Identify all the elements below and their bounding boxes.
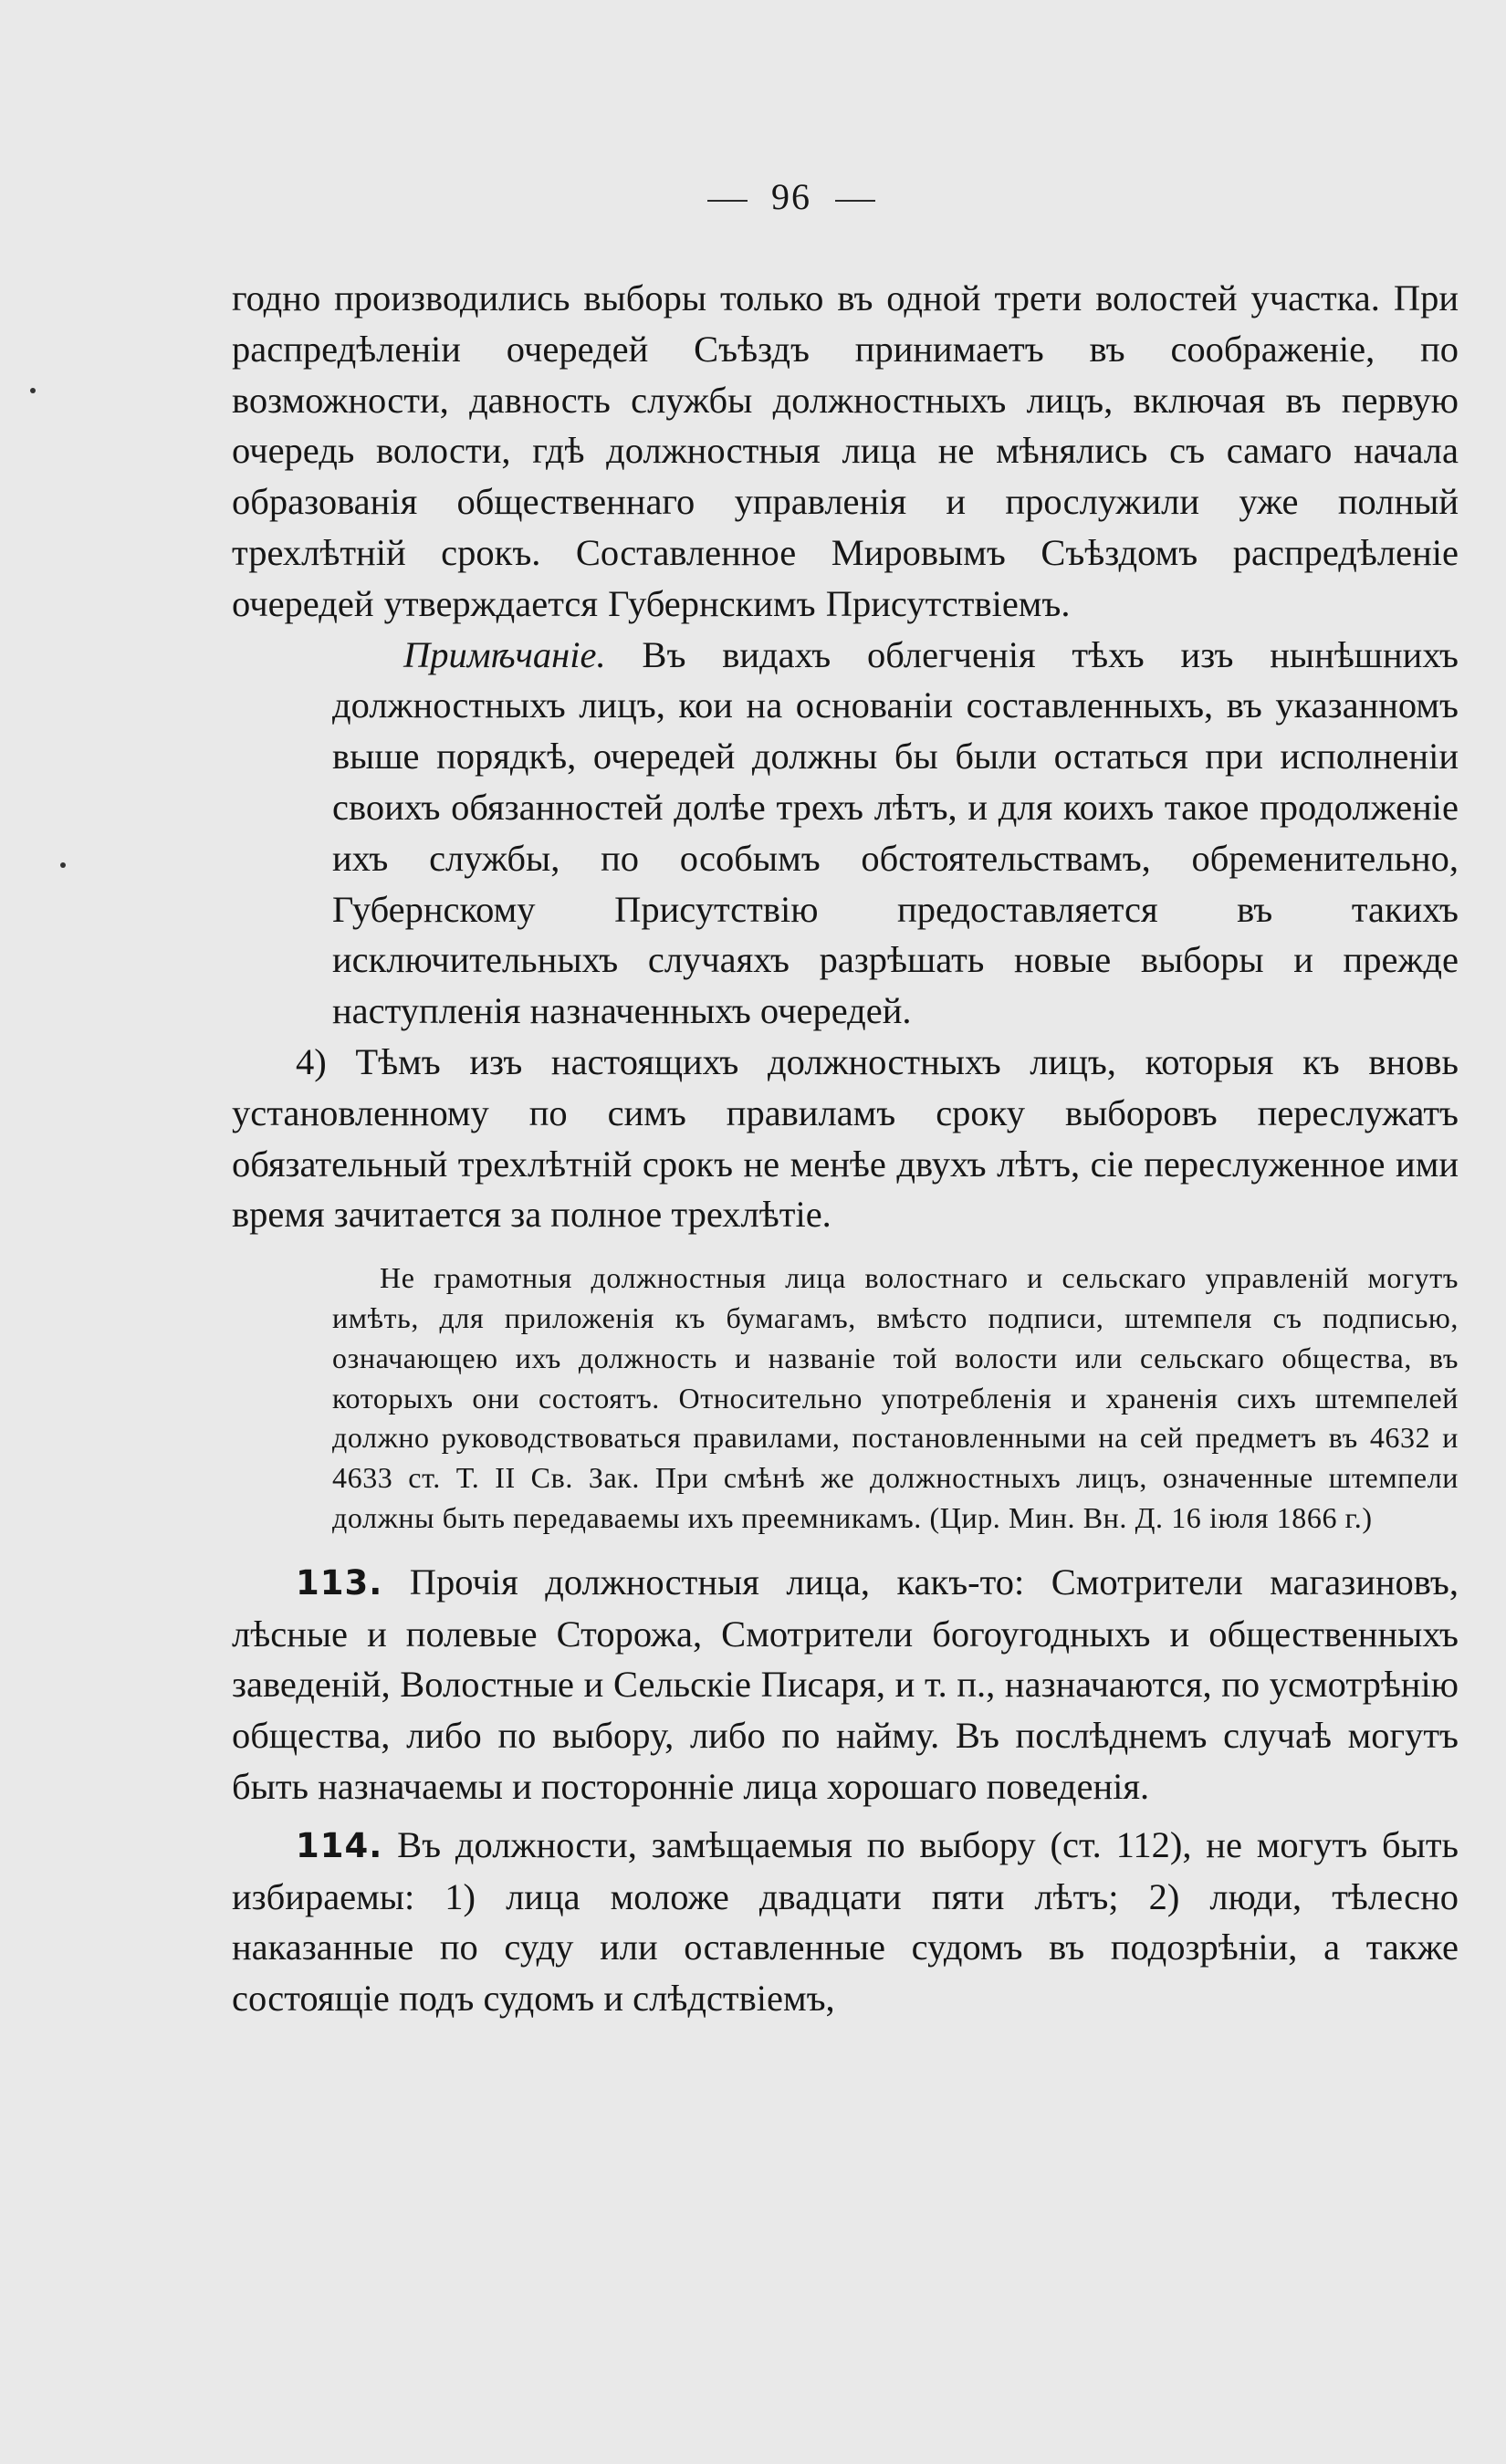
page-number: 96 [771, 176, 811, 217]
footnote-paragraph: Не грамотныя должностныя лица волостнаго и сельскаго управленій могутъ имѣть, для приложенія къ бумагамъ, вмѣсто подписи, штемпеля съ подписью, означающею ихъ должность и названіе той волости или сельскаго общества, въ которыхъ они состоятъ. Относительно употребленія и храненія сихъ штемпелей должно руководствоваться правилами, постановленными на сей предметъ въ 4632 и 4633 ст. Т. II Св. Зак. При смѣнѣ же должностныхъ лицъ, означенные штемпели должны быть передаваемы ихъ преемникамъ. (Цир. Мин. Вн. Д. 16 іюля 1866 г.) [332, 1261, 1459, 1534]
scan-speck [30, 388, 36, 393]
header-dash-right [835, 200, 875, 202]
scan-speck [60, 862, 66, 868]
page-header [124, 175, 1459, 218]
article-114 [232, 1820, 1459, 2024]
item-4-paragraph: 4) Тѣмъ изъ настоящихъ должностныхъ лицъ, которыя къ вновь установленному по симъ правиламъ сроку выборовъ переслужатъ обязательный трехлѣтній срокъ не менѣе двухъ лѣтъ, сіе переслуженное ими время зачитается за полное трехлѣтіе. [232, 1040, 1459, 1236]
article-114-text: Въ должности, замѣщаемыя по выбору (ст. 112), не могутъ быть избираемы: 1) лица моложе двадцати пяти лѣтъ; 2) люди, тѣлесно наказанные по суду или оставленные судомъ въ подозрѣніи, а также состоящіе подъ судомъ и слѣдствіемъ, [232, 1823, 1459, 2020]
paragraph-continuation: годно производились выборы только въ одной трети волостей участка. При распредѣленіи очередей Съѣздъ принимаетъ въ соображеніе, по возможности, давность службы должностныхъ лицъ, включая въ первую очередь волости, гдѣ должностныя лица не мѣнялись съ самаго начала образованія общественнаго управленія и прослужили уже полный трехлѣтній срокъ. Составленное Мировымъ Съѣздомъ распредѣленіе очередей утверждается Губернскимъ Присутствіемъ. [232, 277, 1459, 624]
header-dash-left [707, 200, 748, 202]
article-113-text: Прочія должностныя лица, какъ-то: Смотрители магазиновъ, лѣсные и полевые Сторожа, Смотрители богоугодныхъ и общественныхъ заведеній, Волостные и Сельскіе Писаря, и т. п., назначаются, по усмотрѣнію общества, либо по выбору, либо по найму. Въ послѣднемъ случаѣ могутъ быть назначаемы и посторонніе лица хорошаго поведенія. [232, 1561, 1459, 1807]
note-paragraph [232, 630, 1459, 1037]
note-text: Въ видахъ облегченія тѣхъ изъ нынѣшнихъ должностныхъ лицъ, кои на основаніи составленныхъ, въ указанномъ выше порядкѣ, очередей должны бы были остаться при исполненіи своихъ обязанностей долѣе трехъ лѣтъ, и для коихъ такое продолженіе ихъ службы, по особымъ обстоятельствамъ, обременительно, Губернскому Присутствію предоставляется въ такихъ исключительныхъ случаяхъ разрѣшать новые выборы и прежде наступленія назначенныхъ очередей. [332, 633, 1459, 1032]
article-114-number: 114. [296, 1825, 383, 1865]
article-113-number: 113. [296, 1562, 383, 1603]
note-label: Примѣчаніе. [403, 633, 606, 675]
article-113 [232, 1557, 1459, 1812]
